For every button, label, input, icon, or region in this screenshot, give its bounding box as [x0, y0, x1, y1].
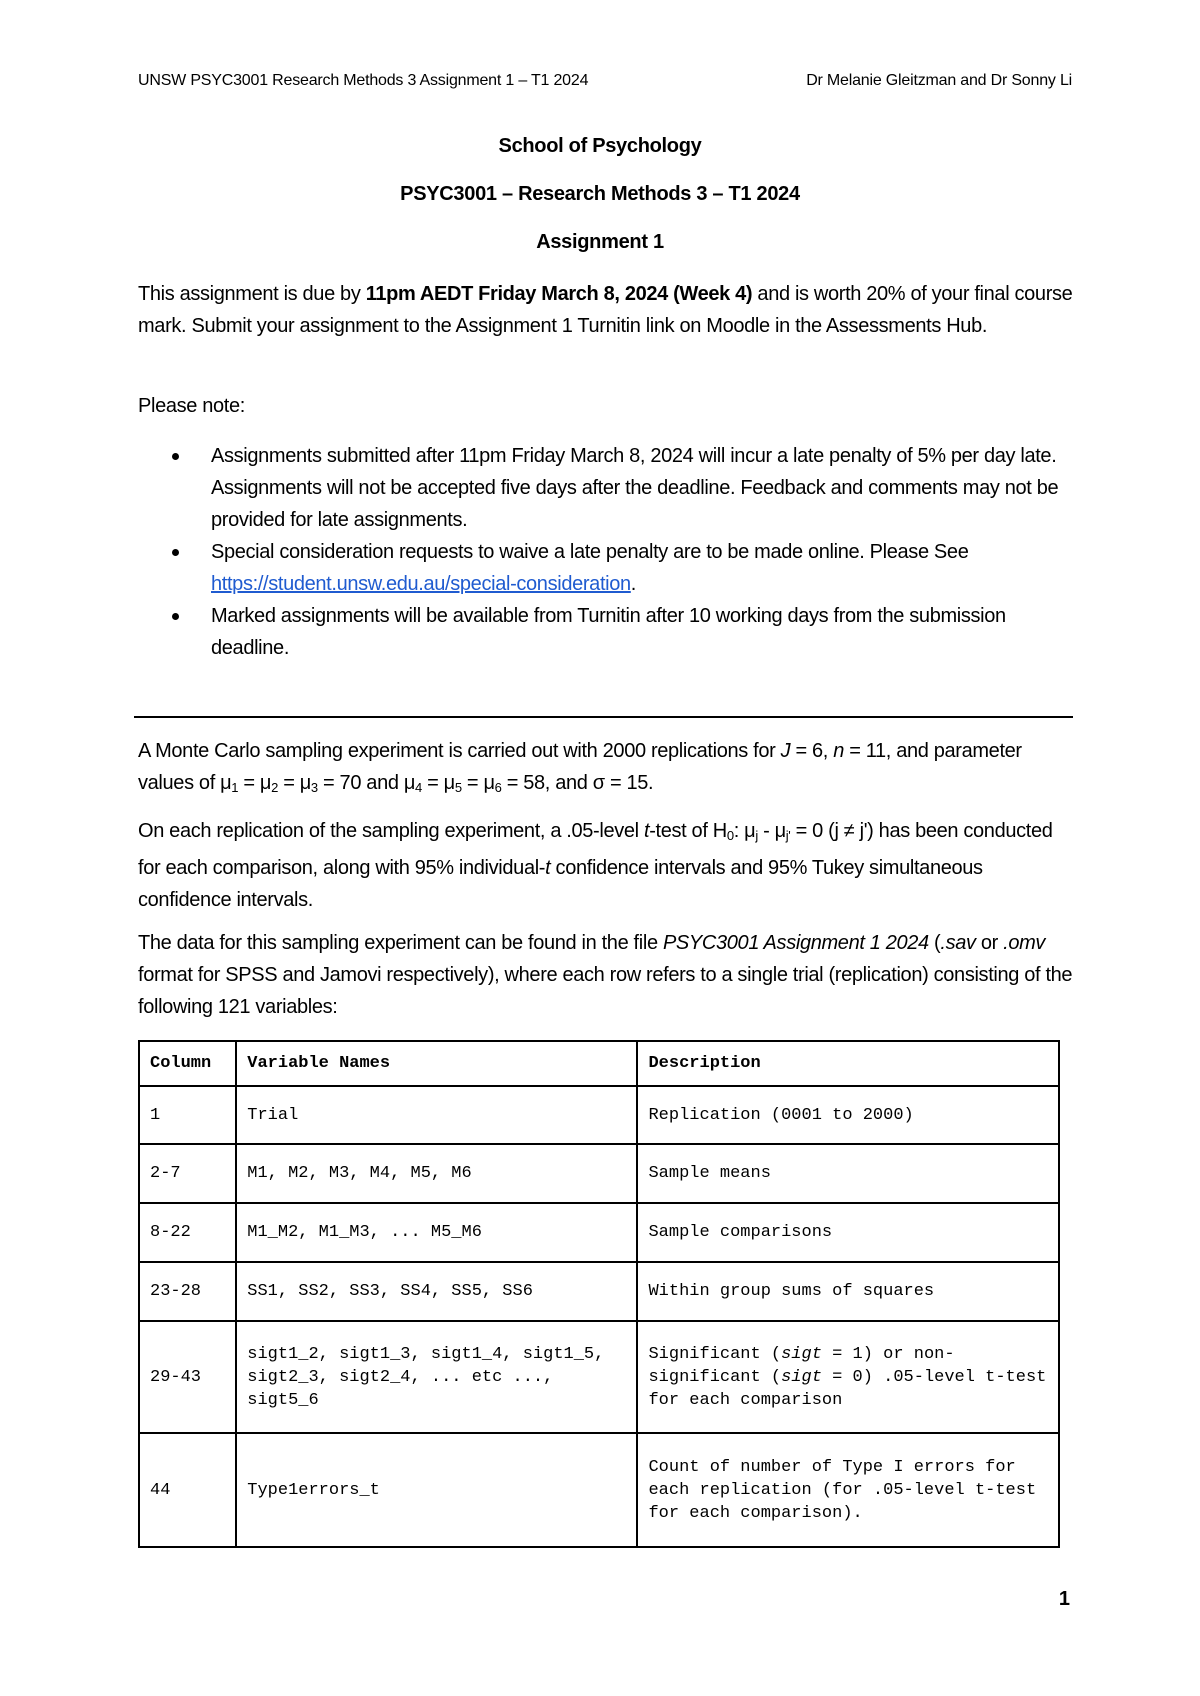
table-row [139, 1144, 1059, 1203]
column-cell: 2-7 [139, 1144, 236, 1203]
variable-name-cell: sigt1_2, sigt1_3, sigt1_4, sigt1_5, sigt2_3, sigt2_4, ... etc ..., sigt5_6 [236, 1321, 637, 1433]
column-cell: 23-28 [139, 1262, 236, 1321]
description-cell: Significant (sigt = 1) or non-significant (sigt = 0) .05-level t-test for each comparison [637, 1321, 1059, 1433]
assignment-title: Assignment 1 [536, 231, 664, 253]
due-date-bold: 11pm AEDT Friday March 8, 2024 (Week 4) [365, 283, 753, 305]
variable-name-cell: SS1, SS2, SS3, SS4, SS5, SS6 [236, 1262, 637, 1321]
notes-list [138, 440, 1074, 664]
data-file-name: PSYC3001 Assignment 1 2024 [662, 932, 929, 954]
table-row [139, 1086, 1059, 1144]
data-file-paragraph: The data for this sampling experiment can be found in the file PSYC3001 Assignment 1 2024 (.sav or .omv format for SPSS and Jamovi respectively), where each row refers to a single trial (replication) consisting of the following 121 variables: [138, 932, 1073, 1018]
column-header: Variable Names [236, 1041, 637, 1086]
page-number: 1 [1058, 1588, 1070, 1610]
late-penalty-note: Assignments submitted after 11pm Friday March 8, 2024 will incur a late penalty of 5% per day late. Assignments will not be accepted five days after the deadline. Feedback and comments may not be provided for late assignments. [211, 445, 1059, 531]
school-title: School of Psychology [498, 135, 702, 157]
running-header-right: Dr Melanie Gleitzman and Dr Sonny Li [806, 72, 1072, 89]
table-row [139, 1262, 1059, 1321]
special-consideration-note: Special consideration requests to waive a late penalty are to be made online. Please See [211, 541, 969, 563]
due-date-paragraph [138, 278, 1074, 342]
variable-name-cell: M1_M2, M1_M3, ... M5_M6 [236, 1203, 637, 1262]
description-cell: Count of number of Type I errors for each replication (for .05-level t-test for each comparison). [637, 1433, 1059, 1547]
bullet-icon [172, 549, 179, 556]
please-note-label: Please note: [138, 395, 245, 417]
variable-name-cell: M1, M2, M3, M4, M5, M6 [236, 1144, 637, 1203]
table-header-row [139, 1041, 1059, 1086]
variable-name-cell: Trial [236, 1086, 637, 1144]
description-cell: Sample comparisons [637, 1203, 1059, 1262]
bullet-icon [172, 613, 179, 620]
variables-table [138, 1040, 1060, 1548]
column-cell: 1 [139, 1086, 236, 1144]
table-row [139, 1321, 1059, 1433]
marked-assignments-note: Marked assignments will be available from Turnitin after 10 working days from the submission deadline. [211, 605, 1006, 659]
description-cell: Sample means [637, 1144, 1059, 1203]
description-cell: Within group sums of squares [637, 1262, 1059, 1321]
replication-paragraph: On each replication of the sampling experiment, a .05-level t-test of $H_0$: $\mu_j - \mu_{j'} = 0$ (j ≠ j') has been conducted for each comparison, along with 95% individual-t confidence intervals and 95% Tukey simultaneous confidence intervals. [138, 820, 1053, 911]
table-row [139, 1203, 1059, 1262]
monte-carlo-paragraph: A Monte Carlo sampling experiment is carried out with 2000 replications for J = 6, n = 11, and parameter values of $\mu_1 = \mu_2 = \mu_3 = 70$ and $\mu_4 = \mu_5 = \mu_6 = 58$, and σ = 15. [138, 740, 1022, 795]
list-item [138, 536, 1074, 600]
due-text-end: and is worth 20% of your final course mark. Submit your assignment to the Assignment 1 Turnitin link on Moodle in the Assessments Hub. [138, 283, 1073, 337]
variable-name-cell: Type1errors_t [236, 1433, 637, 1547]
column-header: Column [139, 1041, 236, 1086]
column-cell: 44 [139, 1433, 236, 1547]
column-cell: 8-22 [139, 1203, 236, 1262]
due-text-start: This assignment is due by [138, 283, 366, 305]
period: . [630, 573, 637, 595]
list-item [138, 440, 1074, 536]
course-title: PSYC3001 – Research Methods 3 – T1 2024 [400, 183, 800, 205]
description-cell: Replication (0001 to 2000) [637, 1086, 1059, 1144]
bullet-icon [172, 453, 179, 460]
running-header-left: UNSW PSYC3001 Research Methods 3 Assignment 1 – T1 2024 [138, 72, 589, 89]
column-cell: 29-43 [139, 1321, 236, 1433]
list-item [138, 600, 1074, 664]
special-consideration-link[interactable]: https://student.unsw.edu.au/special-consideration [211, 573, 631, 595]
column-header: Description [637, 1041, 1059, 1086]
table-row [139, 1433, 1059, 1547]
horizontal-divider [134, 716, 1073, 718]
